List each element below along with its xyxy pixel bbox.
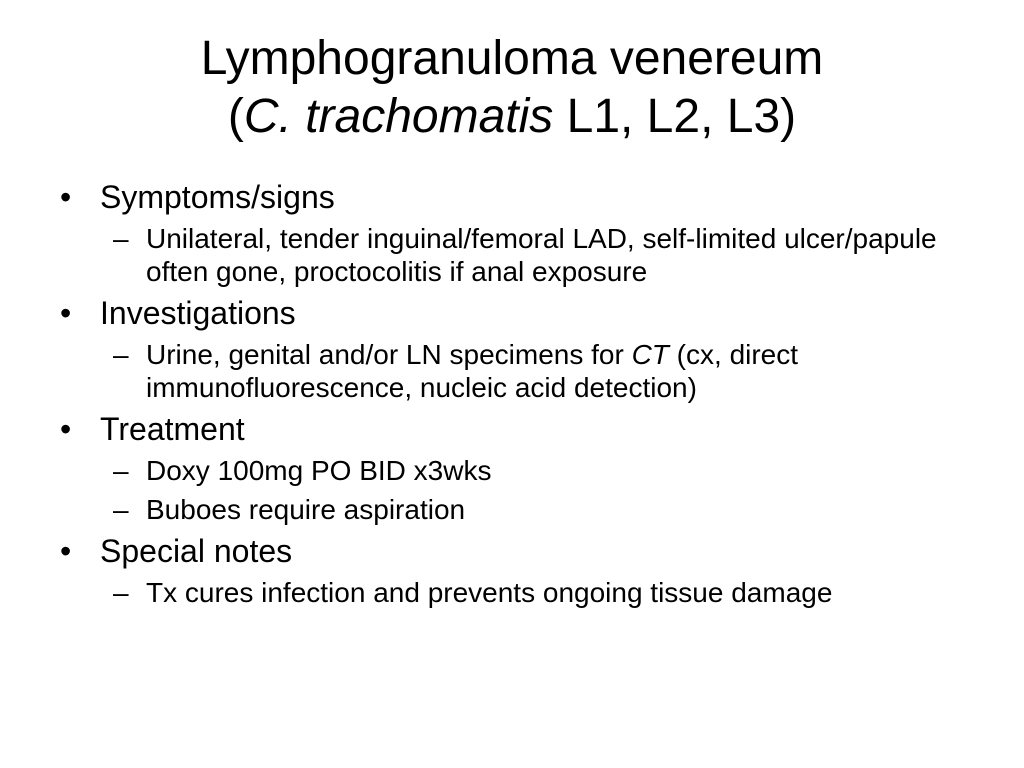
slide-title [60,30,964,146]
bullet-treatment [60,410,980,448]
sub-bullet-marker: – [113,223,129,254]
bullet-heading: Symptoms/signs [100,179,335,215]
bullet-symptoms-signs [60,178,980,216]
sub-bullet [60,222,980,288]
sub-bullet [60,338,980,404]
sub-bullet-text: Doxy 100mg PO BID x3wks [146,455,492,486]
sub-bullet-text: Buboes require aspiration [146,494,466,525]
sub-bullet [60,576,980,609]
bullet-special-notes [60,532,980,570]
title-serovars: L1, L2, L3) [553,90,797,143]
bullet-marker: • [60,411,72,447]
sub-bullet-text: Tx cures infection and prevents ongoing tissue damage [146,577,833,608]
sub-bullet [60,493,980,526]
title-line-2 [60,88,964,146]
sub-bullet [60,454,980,487]
slide-body [60,178,980,615]
bullet-heading: Treatment [100,411,245,447]
sub-bullet-marker: – [113,339,129,370]
sub-bullet-marker: – [113,455,129,486]
title-open-paren: ( [227,90,244,143]
bullet-marker: • [60,179,72,215]
bullet-heading: Special notes [100,533,293,569]
bullet-marker: • [60,533,72,569]
sub-text-italic: CT [631,339,669,370]
bullet-marker: • [60,295,72,331]
sub-bullet-text [146,339,798,403]
bullet-heading: Investigations [100,295,296,331]
sub-bullet-text: Unilateral, tender inguinal/femoral LAD, self-limited ulcer/papule often gone, proctocolitis if anal exposure [146,223,937,287]
sub-text-after: (cx, direct immunofluorescence, nucleic acid detection) [146,339,799,403]
sub-bullet-marker: – [113,494,129,525]
title-organism: C. trachomatis [243,90,554,143]
bullet-investigations [60,294,980,332]
title-line-1: Lymphogranuloma venereum [200,32,824,85]
sub-text-before: Urine, genital and/or LN specimens for [146,339,632,370]
sub-bullet-marker: – [113,577,129,608]
